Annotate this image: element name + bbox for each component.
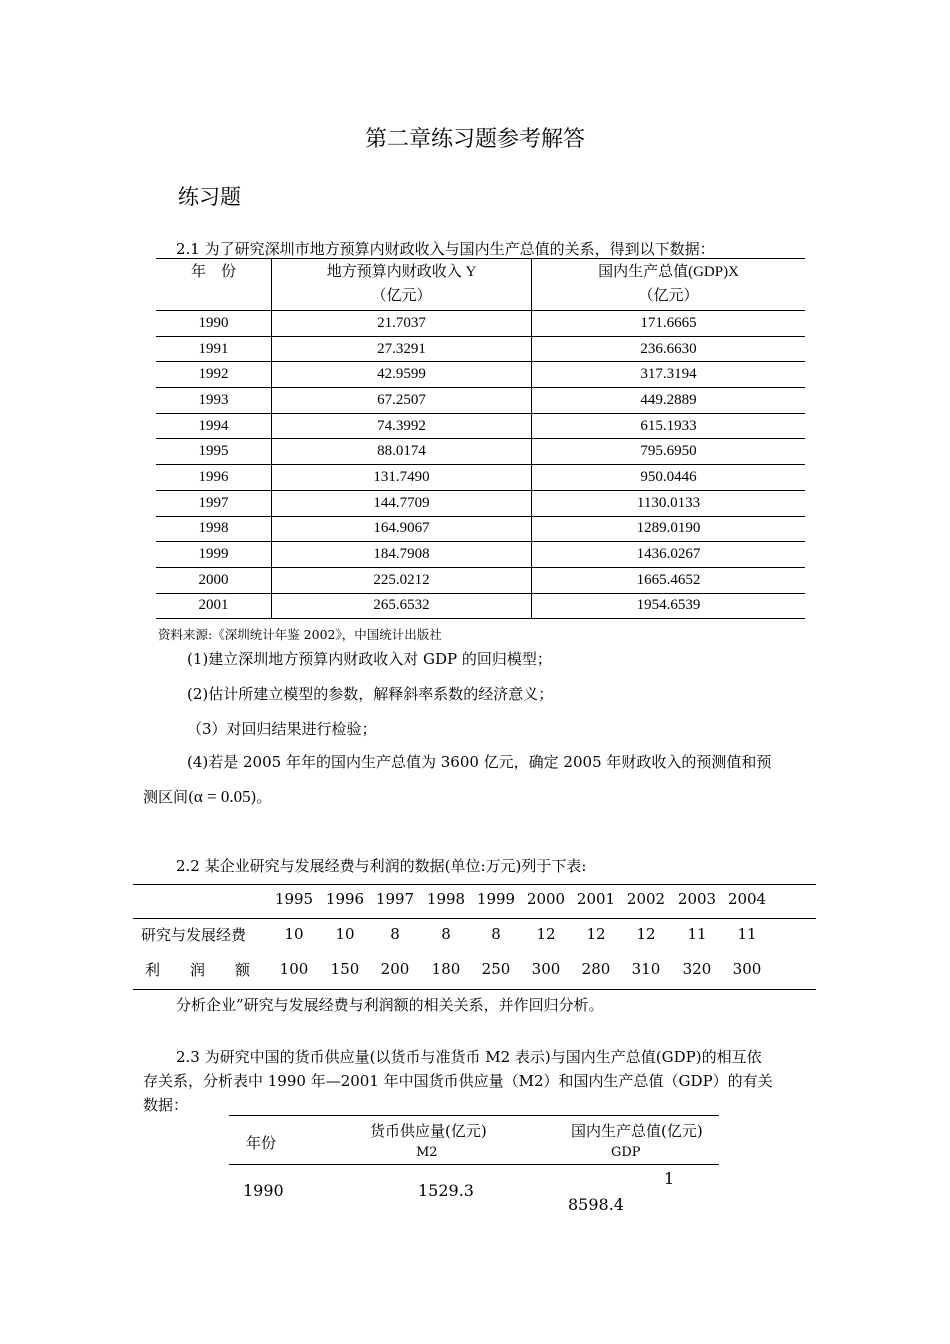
q21-item-4: (4)若是 2005 年年的国内生产总值为 3600 亿元，确定 2005 年财政收入的预测值和预 — [187, 753, 772, 771]
table-cell: 67.2507 — [272, 388, 532, 414]
q22-row1-label: 研究与发展经费 — [141, 926, 247, 944]
table-cell: 1289.0190 — [532, 516, 806, 542]
q22-rd-cell: 12 — [586, 925, 606, 943]
q21-source: 资料来源:《深圳统计年鉴 2002》，中国统计出版社 — [158, 627, 442, 642]
page-number: 1 — [664, 1169, 675, 1188]
q22-year-cell: 2000 — [526, 890, 566, 908]
table-row — [156, 567, 805, 593]
q22-profit-cell: 150 — [330, 960, 360, 978]
q23-mid-rule — [229, 1164, 719, 1165]
q22-top-rule — [133, 884, 816, 885]
table-cell: 184.7908 — [272, 542, 532, 568]
q21-header-year: 年 份 — [156, 259, 272, 311]
table-cell: 27.3291 — [272, 336, 532, 362]
q22-rd-cell: 12 — [536, 925, 556, 943]
table-cell: 1665.4652 — [532, 567, 806, 593]
table-row — [156, 388, 805, 414]
q22-year-cell: 2004 — [727, 890, 767, 908]
table-row — [156, 593, 805, 619]
q22-row2-label: 利 润 额 — [145, 961, 251, 979]
table-row — [156, 336, 805, 362]
q22-year-cell: 1996 — [325, 890, 365, 908]
q22-year-cell: 1997 — [375, 890, 415, 908]
q21-header-gdp: 国内生产总值(GDP)X （亿元） — [532, 259, 806, 311]
table-cell: 1999 — [156, 542, 272, 568]
table-cell: 236.6630 — [532, 336, 806, 362]
q23-cell-year: 1990 — [243, 1181, 284, 1200]
q22-year-cell: 2003 — [677, 890, 717, 908]
q22-year-cell: 1999 — [476, 890, 516, 908]
q22-rd-cell: 8 — [441, 925, 451, 943]
q22-profit-cell: 180 — [431, 960, 461, 978]
table-cell: 795.6950 — [532, 439, 806, 465]
q22-rd-cell: 8 — [390, 925, 400, 943]
q22-rd-cell: 11 — [687, 925, 707, 943]
table-cell: 1992 — [156, 362, 272, 388]
table-cell: 265.6532 — [272, 593, 532, 619]
q23-cell-gdp: 8598.4 — [568, 1195, 624, 1214]
q22-rd-cell: 11 — [737, 925, 757, 943]
q22-year-cell: 2002 — [626, 890, 666, 908]
q22-year-cell: 2001 — [576, 890, 616, 908]
q22-profit-cell: 200 — [380, 960, 410, 978]
q23-intro-line2: 存关系，分析表中 1990 年—2001 年中国货币供应量（M2）和国内生产总值（GDP）的有关 — [143, 1072, 773, 1090]
table-cell: 1993 — [156, 388, 272, 414]
table-cell: 21.7037 — [272, 311, 532, 337]
q23-header-m2: 货币供应量(亿元) — [370, 1122, 487, 1140]
q22-profit-cell: 250 — [481, 960, 511, 978]
table-cell: 1996 — [156, 465, 272, 491]
q22-profit-cell: 310 — [631, 960, 661, 978]
table-cell: 1994 — [156, 413, 272, 439]
table-row — [156, 311, 805, 337]
q23-header-year: 年份 — [246, 1134, 277, 1152]
q21-item-1: (1)建立深圳地方预算内财政收入对 GDP 的回归模型； — [187, 650, 552, 668]
q22-rd-cell: 12 — [636, 925, 656, 943]
table-cell: 1998 — [156, 516, 272, 542]
table-cell: 2000 — [156, 567, 272, 593]
table-cell: 615.1933 — [532, 413, 806, 439]
q21-table — [156, 258, 805, 619]
q21-item-4-cont: 测区间(α = 0.05)。 — [143, 787, 272, 806]
q22-bottom-rule — [133, 989, 816, 990]
q21-header-revenue: 地方预算内财政收入 Y （亿元） — [272, 259, 532, 311]
table-cell: 88.0174 — [272, 439, 532, 465]
q22-year-cell: 1995 — [274, 890, 314, 908]
q22-rd-cell: 8 — [491, 925, 501, 943]
table-cell: 449.2889 — [532, 388, 806, 414]
table-cell: 1991 — [156, 336, 272, 362]
page-title: 第二章练习题参考解答 — [364, 127, 585, 152]
table-cell: 74.3992 — [272, 413, 532, 439]
table-cell: 1436.0267 — [532, 542, 806, 568]
q21-item-3: （3）对回归结果进行检验； — [187, 720, 377, 738]
q23-header-m2-sub: M2 — [416, 1145, 438, 1160]
q22-profit-cell: 300 — [531, 960, 561, 978]
q22-profit-cell: 300 — [732, 960, 762, 978]
q22-year-cell: 1998 — [426, 890, 466, 908]
table-row — [156, 516, 805, 542]
q22-rd-cell: 10 — [284, 925, 304, 943]
table-cell: 2001 — [156, 593, 272, 619]
q21-item-2: (2)估计所建立模型的参数，解释斜率系数的经济意义； — [187, 685, 554, 703]
q22-note: 分析企业”研究与发展经费与利润额的相关关系，并作回归分析。 — [176, 996, 604, 1014]
table-row — [156, 465, 805, 491]
table-cell: 225.0212 — [272, 567, 532, 593]
q22-profit-cell: 100 — [279, 960, 309, 978]
table-cell: 1995 — [156, 439, 272, 465]
table-cell: 171.6665 — [532, 311, 806, 337]
q22-profit-cell: 320 — [682, 960, 712, 978]
q23-intro-line3: 数据： — [143, 1096, 189, 1114]
table-row — [156, 362, 805, 388]
table-cell: 131.7490 — [272, 465, 532, 491]
q23-top-rule — [229, 1115, 719, 1116]
table-cell: 950.0446 — [532, 465, 806, 491]
table-cell: 1954.6539 — [532, 593, 806, 619]
q23-cell-m2: 1529.3 — [418, 1181, 474, 1200]
q23-header-gdp: 国内生产总值(亿元) — [571, 1122, 703, 1140]
q22-mid-rule — [133, 918, 816, 919]
table-cell: 42.9599 — [272, 362, 532, 388]
q23-header-gdp-sub: GDP — [611, 1145, 641, 1160]
table-cell: 144.7709 — [272, 490, 532, 516]
table-row — [156, 542, 805, 568]
q22-intro: 2.2 某企业研究与发展经费与利润的数据(单位:万元)列于下表: — [176, 857, 587, 875]
table-row — [156, 490, 805, 516]
table-row — [156, 439, 805, 465]
table-cell: 1130.0133 — [532, 490, 806, 516]
table-row — [156, 413, 805, 439]
table-cell: 164.9067 — [272, 516, 532, 542]
alpha-formula: α = 0.05 — [193, 787, 251, 806]
q23-intro-line1: 2.3 为研究中国的货币供应量(以货币与准货币 M2 表示)与国内生产总值(GDP)的相互依 — [176, 1048, 762, 1066]
section-heading: 练习题 — [178, 185, 241, 209]
table-cell: 317.3194 — [532, 362, 806, 388]
q21-intro: 2.1 为了研究深圳市地方预算内财政收入与国内生产总值的关系，得到以下数据： — [176, 240, 715, 258]
q22-profit-cell: 280 — [581, 960, 611, 978]
table-cell: 1997 — [156, 490, 272, 516]
q22-rd-cell: 10 — [335, 925, 355, 943]
table-cell: 1990 — [156, 311, 272, 337]
